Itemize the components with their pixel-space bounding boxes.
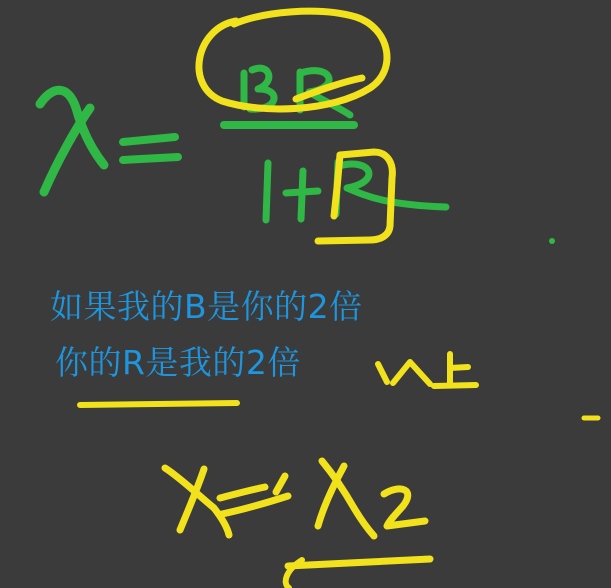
equals-bottom-line <box>123 157 178 160</box>
denominator-one <box>266 163 268 220</box>
green-formula <box>40 68 555 244</box>
circle-around-br <box>199 11 387 109</box>
typed-line-1: 如果我的B是你的2倍 <box>50 287 363 326</box>
typed-line-2: 你的R是我的2倍 <box>55 343 301 382</box>
handwritten-x-right-stroke <box>44 108 90 192</box>
green-ink-dot <box>549 238 555 244</box>
handwritten-yishang-stroke-4 <box>450 367 468 368</box>
greater-than-top <box>220 487 265 498</box>
handwritten-yishang-stroke-5 <box>434 385 476 386</box>
handwritten-yishang-stroke-1 <box>378 364 387 382</box>
subscript-two <box>384 489 425 526</box>
underline-nide <box>80 403 237 405</box>
subscript-one <box>276 476 285 492</box>
underline-x1-x2 <box>288 559 430 566</box>
x1-first-stroke <box>165 468 229 535</box>
equals-top-line <box>123 137 175 142</box>
greater-than-bottom <box>222 496 288 514</box>
handwritten-yishang-stroke-2 <box>393 362 430 384</box>
denominator-plus-vertical <box>301 171 303 219</box>
numerator-b-bowls <box>250 68 274 109</box>
